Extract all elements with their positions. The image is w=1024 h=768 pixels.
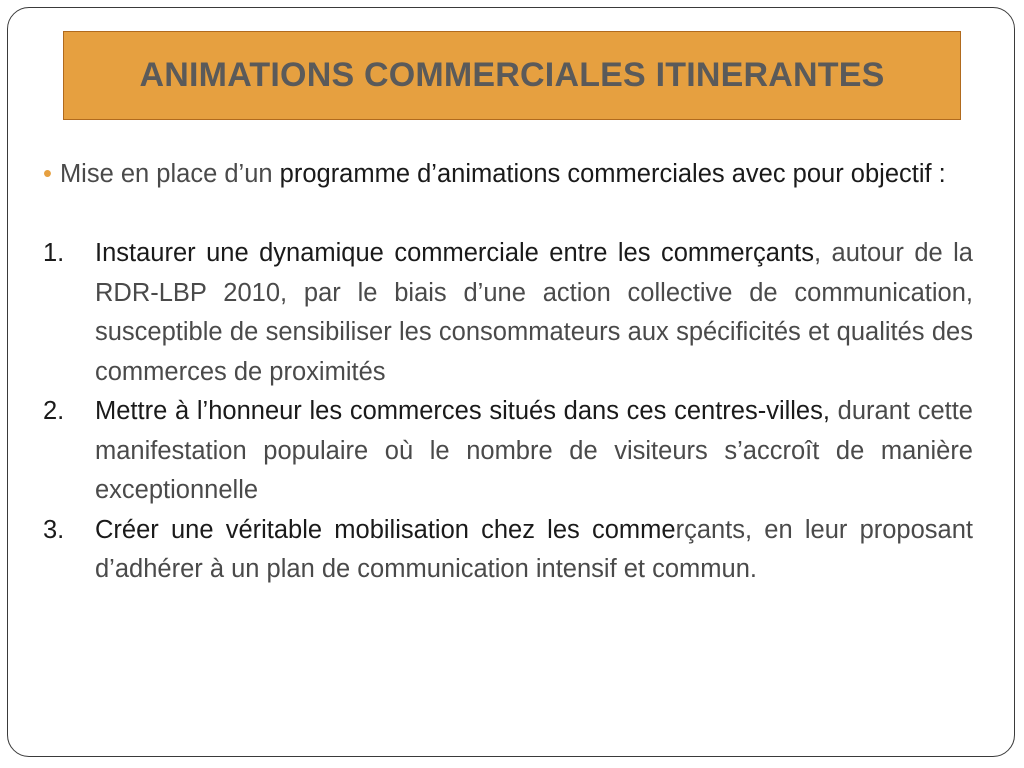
slide-title: ANIMATIONS COMMERCIALES ITINERANTES (139, 56, 885, 94)
bullet-icon: • (43, 160, 52, 188)
list-item-1-text: , autour de la RDR-LBP 2010, par le biais d’une action collective de communication, susceptible de sensibiliser les consommateurs aux spécificités et qualités des commerces de proximités (95, 239, 973, 386)
intro-emphasis: programme d’animations commerciales avec pour objectif : (279, 160, 946, 188)
list-item-2 (43, 392, 973, 511)
title-banner (63, 31, 961, 120)
list-item-1 (43, 234, 973, 392)
list-item-3-emphasis: Créer une véritable mobilisation chez les comme (95, 515, 676, 544)
list-item-3-text: rçants, en leur proposant d’adhérer à un plan de communication intensif et commun. (95, 515, 973, 583)
list-item-3 (43, 511, 973, 590)
intro-lead: Mise en place d’un (59, 160, 280, 188)
list-item-2-emphasis: Mettre à l’honneur les commerces situés dans ces centres-villes, (95, 397, 830, 425)
list-number-2: 2. (43, 397, 65, 425)
intro-paragraph (43, 155, 973, 195)
list-number-1: 1. (43, 239, 65, 267)
list-number-3: 3. (43, 515, 65, 544)
spacer (43, 195, 973, 235)
list-item-2-text: durant cette manifestation populaire où le nombre de visiteurs s’accroît de manière exceptionnelle (95, 397, 973, 504)
slide-body (43, 155, 973, 590)
list-item-1-emphasis: Instaurer une dynamique commerciale entre les commerçants (95, 239, 814, 267)
